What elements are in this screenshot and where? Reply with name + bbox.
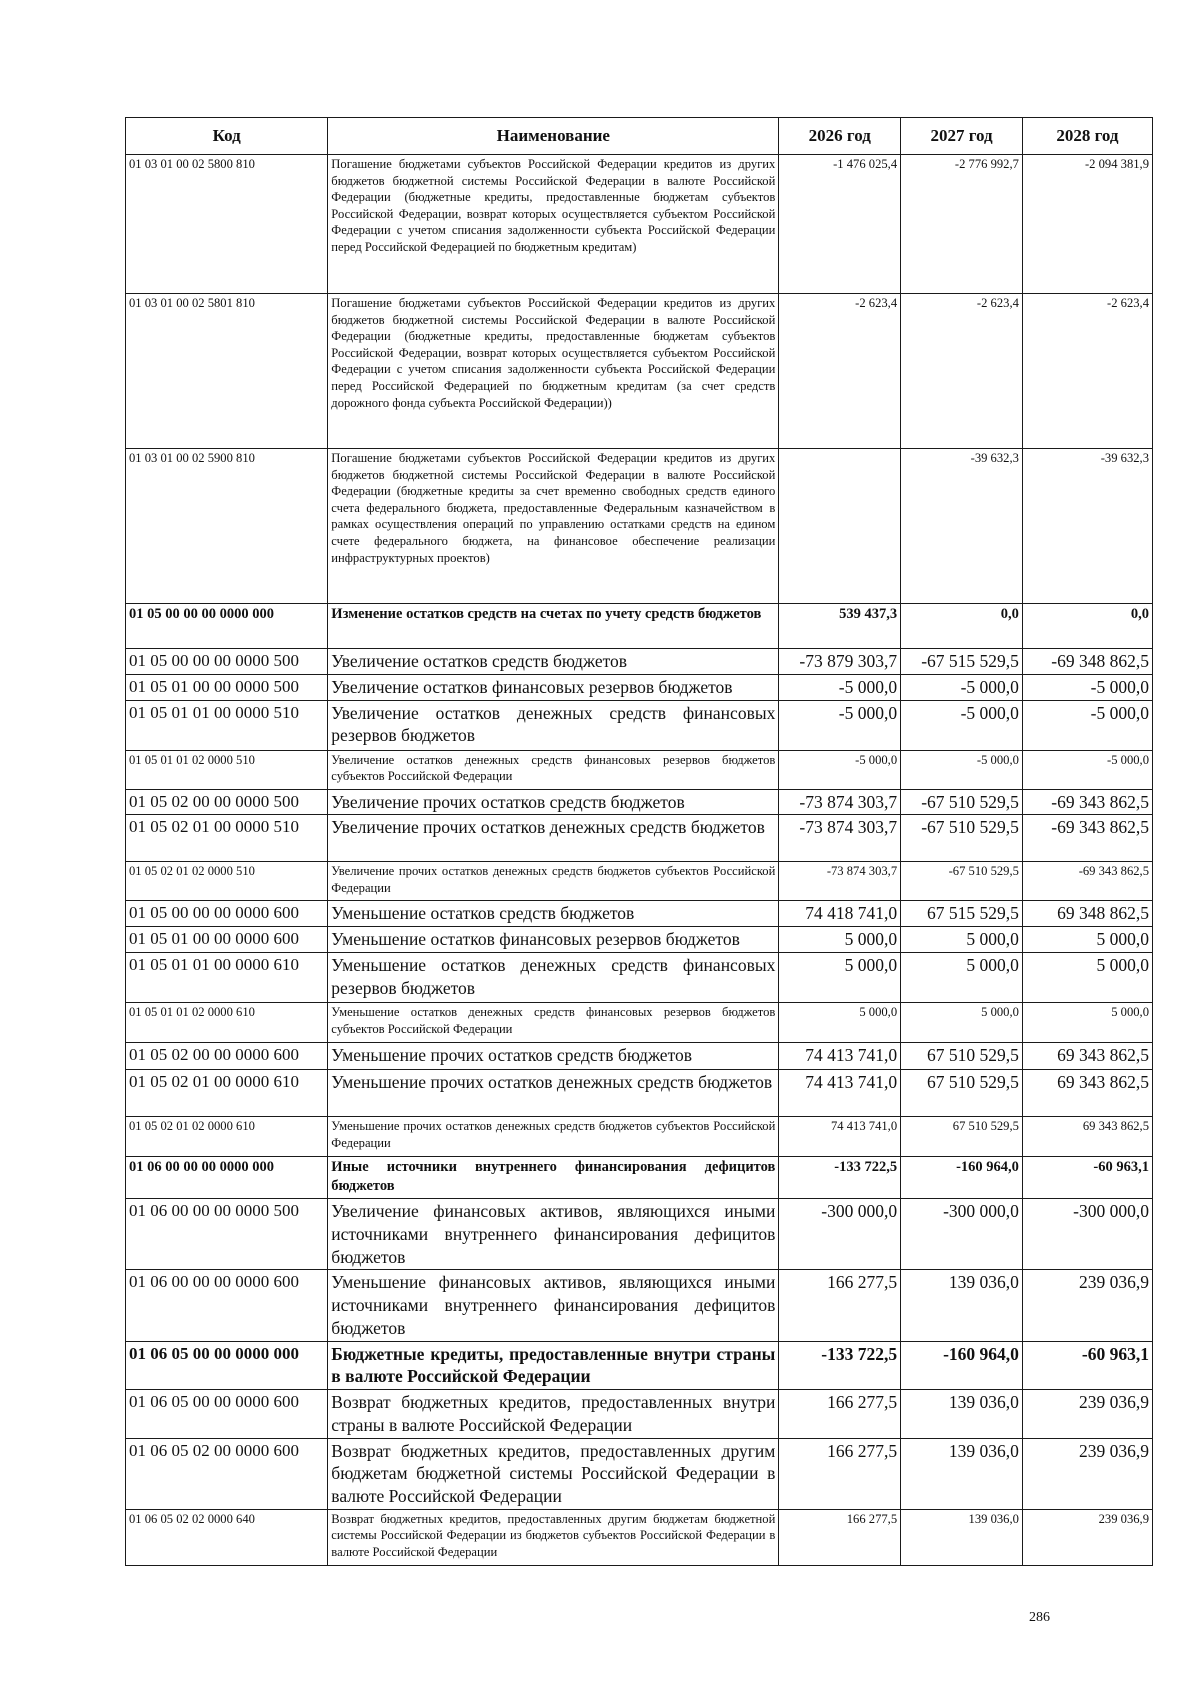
row-name: Увеличение остатков средств бюджетов	[328, 649, 779, 675]
value-2026: 74 413 741,0	[779, 1043, 901, 1070]
row-name: Уменьшение остатков средств бюджетов	[328, 901, 779, 927]
table-row	[126, 953, 1153, 1003]
row-name: Иные источники внутреннего финансирования дефицитов бюджетов	[328, 1157, 779, 1199]
row-name: Уменьшение прочих остатков денежных средств бюджетов субъектов Российской Федерации	[328, 1117, 779, 1157]
budget-table	[125, 117, 1153, 1566]
value-2026: -133 722,5	[779, 1157, 901, 1199]
value-2026: -1 476 025,4	[779, 155, 901, 294]
value-2027: 67 510 529,5	[901, 1070, 1023, 1117]
value-2026: 166 277,5	[779, 1270, 901, 1341]
table-row	[126, 750, 1153, 789]
row-code: 01 06 05 02 00 0000 600	[126, 1438, 328, 1509]
row-name: Увеличение прочих остатков денежных средств бюджетов	[328, 815, 779, 862]
row-code: 01 05 02 00 00 0000 500	[126, 789, 328, 815]
row-code: 01 05 01 01 00 0000 610	[126, 953, 328, 1003]
row-name: Увеличение прочих остатков средств бюджетов	[328, 789, 779, 815]
row-name: Увеличение остатков денежных средств финансовых резервов бюджетов	[328, 700, 779, 750]
value-2026: -300 000,0	[779, 1199, 901, 1270]
row-code: 01 06 00 00 00 0000 000	[126, 1157, 328, 1199]
table-row	[126, 674, 1153, 700]
row-code: 01 03 01 00 02 5800 810	[126, 155, 328, 294]
row-name: Бюджетные кредиты, предоставленные внутри страны в валюте Российской Федерации	[328, 1341, 779, 1390]
row-code: 01 05 02 01 02 0000 610	[126, 1117, 328, 1157]
value-2027: -160 964,0	[901, 1157, 1023, 1199]
table-row	[126, 294, 1153, 449]
row-name: Возврат бюджетных кредитов, предоставленных другим бюджетам бюджетной системы Российской Федерации в валюте Российской Федерации	[328, 1438, 779, 1509]
value-2028: 239 036,9	[1022, 1509, 1152, 1565]
table-row	[126, 789, 1153, 815]
value-2027: -67 510 529,5	[901, 815, 1023, 862]
row-code: 01 05 00 00 00 0000 500	[126, 649, 328, 675]
row-code: 01 05 02 00 00 0000 600	[126, 1043, 328, 1070]
value-2027: 5 000,0	[901, 1003, 1023, 1043]
value-2026: 166 277,5	[779, 1438, 901, 1509]
value-2027: -67 510 529,5	[901, 862, 1023, 901]
value-2027: -160 964,0	[901, 1341, 1023, 1390]
value-2028: 239 036,9	[1022, 1438, 1152, 1509]
value-2027: -2 623,4	[901, 294, 1023, 449]
row-name: Уменьшение остатков денежных средств финансовых резервов бюджетов субъектов Российской Федерации	[328, 1003, 779, 1043]
value-2026: 5 000,0	[779, 1003, 901, 1043]
row-name: Уменьшение прочих остатков средств бюджетов	[328, 1043, 779, 1070]
table-row	[126, 1043, 1153, 1070]
table-row	[126, 449, 1153, 604]
value-2027: 67 510 529,5	[901, 1117, 1023, 1157]
value-2028: -2 623,4	[1022, 294, 1152, 449]
value-2026: 166 277,5	[779, 1509, 901, 1565]
row-code: 01 05 01 01 02 0000 610	[126, 1003, 328, 1043]
table-row	[126, 1003, 1153, 1043]
row-name: Увеличение остатков денежных средств финансовых резервов бюджетов субъектов Российской Федерации	[328, 750, 779, 789]
row-code: 01 05 01 00 00 0000 600	[126, 927, 328, 953]
row-name: Уменьшение финансовых активов, являющихся иными источниками внутреннего финансирования дефицитов бюджетов	[328, 1270, 779, 1341]
value-2028: 69 348 862,5	[1022, 901, 1152, 927]
value-2028: -300 000,0	[1022, 1199, 1152, 1270]
row-code: 01 03 01 00 02 5900 810	[126, 449, 328, 604]
table-row	[126, 1157, 1153, 1199]
row-name: Увеличение финансовых активов, являющихся иными источниками внутреннего финансирования дефицитов бюджетов	[328, 1199, 779, 1270]
value-2026: -5 000,0	[779, 674, 901, 700]
value-2028: -5 000,0	[1022, 674, 1152, 700]
value-2026: -73 879 303,7	[779, 649, 901, 675]
row-code: 01 05 01 01 02 0000 510	[126, 750, 328, 789]
value-2028: 239 036,9	[1022, 1270, 1152, 1341]
value-2026: -73 874 303,7	[779, 789, 901, 815]
value-2026: -73 874 303,7	[779, 862, 901, 901]
value-2028: 69 343 862,5	[1022, 1043, 1152, 1070]
row-code: 01 05 02 01 02 0000 510	[126, 862, 328, 901]
table-row	[126, 1390, 1153, 1439]
row-code: 01 03 01 00 02 5801 810	[126, 294, 328, 449]
table-row	[126, 700, 1153, 750]
row-name: Изменение остатков средств на счетах по учету средств бюджетов	[328, 604, 779, 649]
row-code: 01 06 00 00 00 0000 500	[126, 1199, 328, 1270]
header-name: Наименование	[328, 118, 779, 155]
value-2026: 539 437,3	[779, 604, 901, 649]
value-2026: -5 000,0	[779, 700, 901, 750]
value-2028: 0,0	[1022, 604, 1152, 649]
value-2027: 139 036,0	[901, 1390, 1023, 1439]
row-code: 01 05 02 01 00 0000 510	[126, 815, 328, 862]
row-name: Погашение бюджетами субъектов Российской Федерации кредитов из других бюджетов бюджетной системы Российской Федерации в валюте Российской Федерации (бюджетные кредиты, предоставленные бюджетам субъектов Российской Федерации, возврат которых осуществляется субъектом Российской Федерации с учетом списания задолженности субъекта Российской Федерации перед Российской Федерацией по бюджетным кредитам (за счет средств дорожного фонда субъекта Российской Федерации))	[328, 294, 779, 449]
value-2027: 0,0	[901, 604, 1023, 649]
table-row	[126, 1341, 1153, 1390]
value-2028: 239 036,9	[1022, 1390, 1152, 1439]
value-2026: 74 413 741,0	[779, 1117, 901, 1157]
table-header-row	[126, 118, 1153, 155]
header-2026: 2026 год	[779, 118, 901, 155]
value-2027: -5 000,0	[901, 674, 1023, 700]
value-2026: 5 000,0	[779, 927, 901, 953]
value-2027: 5 000,0	[901, 927, 1023, 953]
row-code: 01 06 05 02 02 0000 640	[126, 1509, 328, 1565]
header-code: Код	[126, 118, 328, 155]
value-2026: -5 000,0	[779, 750, 901, 789]
row-code: 01 05 00 00 00 0000 600	[126, 901, 328, 927]
value-2028: 69 343 862,5	[1022, 1070, 1152, 1117]
row-name: Увеличение прочих остатков денежных средств бюджетов субъектов Российской Федерации	[328, 862, 779, 901]
table-row	[126, 927, 1153, 953]
header-2028: 2028 год	[1022, 118, 1152, 155]
value-2027: -67 510 529,5	[901, 789, 1023, 815]
value-2027: -2 776 992,7	[901, 155, 1023, 294]
value-2026: 166 277,5	[779, 1390, 901, 1439]
value-2026: 74 418 741,0	[779, 901, 901, 927]
table-row	[126, 1270, 1153, 1341]
page-number: 286	[1029, 1610, 1050, 1625]
table-row	[126, 604, 1153, 649]
value-2028: -60 963,1	[1022, 1157, 1152, 1199]
value-2026: -2 623,4	[779, 294, 901, 449]
value-2028: 5 000,0	[1022, 953, 1152, 1003]
row-code: 01 05 01 01 00 0000 510	[126, 700, 328, 750]
value-2028: -60 963,1	[1022, 1341, 1152, 1390]
row-code: 01 06 05 00 00 0000 600	[126, 1390, 328, 1439]
row-code: 01 05 01 00 00 0000 500	[126, 674, 328, 700]
table-row	[126, 901, 1153, 927]
row-name: Уменьшение остатков финансовых резервов бюджетов	[328, 927, 779, 953]
value-2026: 5 000,0	[779, 953, 901, 1003]
row-name: Увеличение остатков финансовых резервов бюджетов	[328, 674, 779, 700]
value-2026: -73 874 303,7	[779, 815, 901, 862]
value-2028: -69 343 862,5	[1022, 862, 1152, 901]
table-row	[126, 1438, 1153, 1509]
table-row	[126, 815, 1153, 862]
value-2027: -5 000,0	[901, 750, 1023, 789]
value-2028: -69 343 862,5	[1022, 815, 1152, 862]
row-name: Погашение бюджетами субъектов Российской Федерации кредитов из других бюджетов бюджетной системы Российской Федерации в валюте Российской Федерации (бюджетные кредиты, предоставленные бюджетам субъектов Российской Федерации, возврат которых осуществляется субъектом Российской Федерации с учетом списания задолженности субъекта Российской Федерации перед Российской Федерацией по бюджетным кредитам)	[328, 155, 779, 294]
row-code: 01 05 00 00 00 0000 000	[126, 604, 328, 649]
value-2028: 5 000,0	[1022, 927, 1152, 953]
value-2026	[779, 449, 901, 604]
value-2027: 139 036,0	[901, 1270, 1023, 1341]
row-code: 01 06 05 00 00 0000 000	[126, 1341, 328, 1390]
value-2027: -67 515 529,5	[901, 649, 1023, 675]
row-name: Возврат бюджетных кредитов, предоставленных внутри страны в валюте Российской Федерации	[328, 1390, 779, 1439]
table-row	[126, 1199, 1153, 1270]
row-code: 01 06 00 00 00 0000 600	[126, 1270, 328, 1341]
value-2028: 5 000,0	[1022, 1003, 1152, 1043]
value-2028: -5 000,0	[1022, 700, 1152, 750]
value-2027: 139 036,0	[901, 1438, 1023, 1509]
value-2027: -300 000,0	[901, 1199, 1023, 1270]
table-row	[126, 1070, 1153, 1117]
row-name: Уменьшение остатков денежных средств финансовых резервов бюджетов	[328, 953, 779, 1003]
table-row	[126, 155, 1153, 294]
table-row	[126, 649, 1153, 675]
table-row	[126, 1509, 1153, 1565]
value-2028: -5 000,0	[1022, 750, 1152, 789]
value-2026: 74 413 741,0	[779, 1070, 901, 1117]
value-2026: -133 722,5	[779, 1341, 901, 1390]
value-2028: 69 343 862,5	[1022, 1117, 1152, 1157]
value-2027: 5 000,0	[901, 953, 1023, 1003]
value-2028: -39 632,3	[1022, 449, 1152, 604]
header-2027: 2027 год	[901, 118, 1023, 155]
value-2027: -39 632,3	[901, 449, 1023, 604]
row-code: 01 05 02 01 00 0000 610	[126, 1070, 328, 1117]
value-2028: -69 343 862,5	[1022, 789, 1152, 815]
row-name: Возврат бюджетных кредитов, предоставленных другим бюджетам бюджетной системы Российской Федерации из бюджетов субъектов Российской Федерации в валюте Российской Федерации	[328, 1509, 779, 1565]
table-row	[126, 862, 1153, 901]
row-name: Погашение бюджетами субъектов Российской Федерации кредитов из других бюджетов бюджетной системы Российской Федерации в валюте Российской Федерации (бюджетные кредиты за счет временно свободных средств единого счета федерального бюджета, предоставленные Федеральным казначейством в рамках осуществления операций по управлению остатками средств на едином счете федерального бюджета, на финансовое обеспечение реализации инфраструктурных проектов)	[328, 449, 779, 604]
value-2027: 67 515 529,5	[901, 901, 1023, 927]
row-name: Уменьшение прочих остатков денежных средств бюджетов	[328, 1070, 779, 1117]
value-2028: -69 348 862,5	[1022, 649, 1152, 675]
value-2027: 139 036,0	[901, 1509, 1023, 1565]
value-2027: -5 000,0	[901, 700, 1023, 750]
table-row	[126, 1117, 1153, 1157]
value-2027: 67 510 529,5	[901, 1043, 1023, 1070]
value-2028: -2 094 381,9	[1022, 155, 1152, 294]
